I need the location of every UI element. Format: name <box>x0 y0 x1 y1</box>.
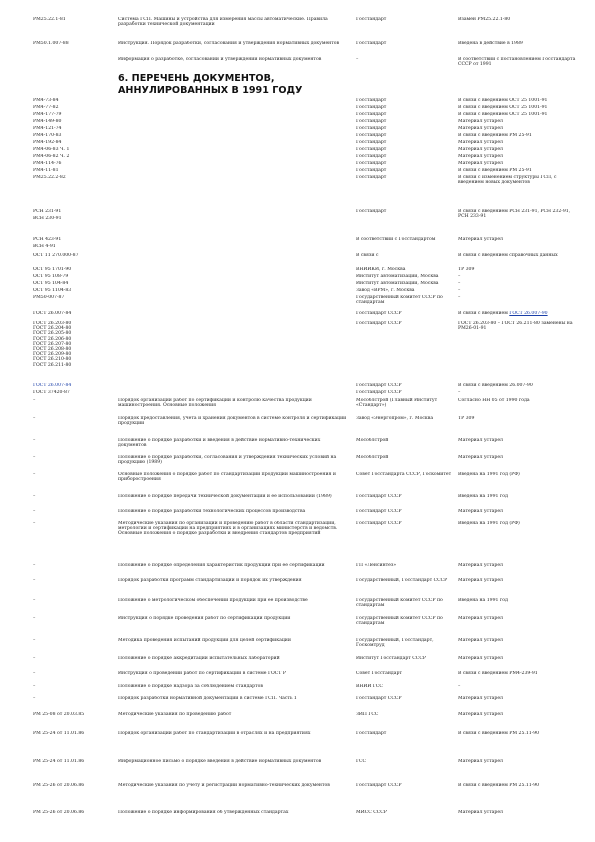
doc-number-cell: ОСТ 95 1104-83 <box>33 288 72 293</box>
reason-cell: – <box>458 295 461 300</box>
reason-cell: – <box>458 288 461 293</box>
doc-number-cell: РМ 25-24 от 11.01.86 <box>33 759 85 764</box>
doc-title-cell: Информация о разработке, согласовании и утверждении нормативных документов <box>118 57 322 62</box>
table-row <box>0 119 595 124</box>
reason-cell: ТР 309 <box>458 267 475 272</box>
doc-number-cell: – <box>33 696 36 701</box>
table-row <box>0 455 595 470</box>
doc-number-cell: РМ4-11-81 <box>33 168 59 173</box>
organization-cell: МИСС СССР <box>356 810 387 815</box>
reason-cell: В связи с введением РМ 25-91 <box>458 133 532 138</box>
doc-number-cell: РМ 25-08 от 20.03.85 <box>33 712 85 717</box>
doc-title-cell: Методические указания по организации и проведению работ в области стандартизации, метрологии и сертификации на предприятиях и в организациях министерств и ведомств. Основные положения о порядке разработки и внедрения стандартов предприятий <box>118 521 338 537</box>
table-row <box>0 295 595 305</box>
table-row <box>0 267 595 272</box>
doc-number-cell: – <box>33 656 36 661</box>
doc-title-cell <box>118 281 350 286</box>
organization-cell: Институт автоматизации, Москва <box>356 274 439 279</box>
table-row <box>0 288 595 293</box>
doc-title-cell: Порядок организации работ по стандартизации в отраслях и на предприятиях <box>118 731 311 736</box>
doc-number-cell: ОСТ 11 270.000-87 <box>33 253 79 258</box>
reason-cell: В связи с введением справочных данных <box>458 253 558 258</box>
doc-number-cell: РМ 25-24 от 11.01.86 <box>33 731 85 736</box>
doc-number-cell <box>33 321 113 383</box>
doc-title-cell <box>118 216 350 221</box>
reason-cell: Введена в действие в 1989 <box>458 41 523 46</box>
doc-number-line: ГОСТ 26.206-80 <box>33 336 72 342</box>
organization-cell: Госстандарт <box>356 147 387 152</box>
reason-cell: Материал устарел <box>458 237 503 242</box>
doc-number-cell: РМ25.22.1-81 <box>33 17 66 22</box>
doc-title-cell: Методические указания по проведению работ <box>118 712 232 717</box>
organization-cell: – <box>356 57 359 62</box>
organization-cell: Государственный, Госстандарт СССР <box>356 578 448 583</box>
doc-number-cell: РМ4-73-84 <box>33 98 59 103</box>
doc-number-cell: РМ 25-26 от 20.06.86 <box>33 810 85 815</box>
table-row <box>0 321 595 383</box>
section-heading-line1: 6. ПЕРЕЧЕНЬ ДОКУМЕНТОВ, <box>118 73 275 84</box>
organization-cell: Государственный комитет СССР по стандартам <box>356 598 443 609</box>
doc-title-cell: Основные положения о порядке работ по стандартизации продукции машиностроения и приборостроения <box>118 472 336 483</box>
table-row <box>0 383 595 388</box>
doc-number-cell: РСН 423-91 <box>33 237 62 242</box>
reason-cell: Материал устарел <box>458 578 503 583</box>
doc-title-cell: Положение о порядке передачи технической документации и её использовании (1989) <box>118 494 332 499</box>
organization-cell: ВНИИ ГСС <box>356 684 383 689</box>
organization-cell: Госстандарт СССР <box>356 494 402 499</box>
table-row <box>0 237 595 242</box>
organization-cell <box>356 244 456 249</box>
doc-title-cell: Положение о порядке определения характеристик продукции при её сертификации <box>118 563 325 568</box>
organization-cell: В соответствии с Госстандартом <box>356 237 436 242</box>
reason-cell: Введена на 1991 год (РФ) <box>458 472 520 477</box>
table-row <box>0 244 595 249</box>
organization-cell: Госстандарт СССР <box>356 390 402 395</box>
reason-cell: В связи с введением ГОСТ 26.007-90 <box>458 311 548 316</box>
reason-cell: В связи с введением РМ4-239-91 <box>458 671 538 676</box>
doc-title-cell <box>118 237 350 242</box>
reason-cell: Материал устарел <box>458 161 503 166</box>
organization-cell: Госстандарт СССР <box>356 696 402 701</box>
doc-number-cell: ГОСТ 26.007-84 <box>33 383 72 388</box>
doc-title-cell <box>118 105 350 110</box>
reason-cell: В связи с введением РМ 25.11-90 <box>458 783 540 788</box>
table-row <box>0 161 595 166</box>
table-row <box>0 140 595 145</box>
organization-cell: Мособлстрой <box>356 455 389 460</box>
table-row <box>0 494 595 509</box>
reason-cell: В связи с введением РМ 25.11-90 <box>458 731 540 736</box>
organization-cell: Госстандарт <box>356 731 387 736</box>
doc-title-cell <box>118 274 350 279</box>
organization-cell: Госстандарт <box>356 112 387 117</box>
reason-cell <box>458 216 576 221</box>
doc-title-cell: Положение о метрологическом обеспечении продукции при её производстве <box>118 598 308 603</box>
doc-title-cell <box>118 112 350 117</box>
doc-title-cell: Положение о порядке разработки и введения в действие нормативно-технических документов <box>118 438 321 449</box>
organization-cell: Госстандарт <box>356 209 387 214</box>
doc-title-cell <box>118 154 350 159</box>
doc-number-cell <box>33 57 113 67</box>
doc-number-line: ГОСТ 26.204-80 <box>33 326 72 332</box>
doc-title-cell <box>118 383 350 388</box>
doc-title-cell <box>118 267 350 272</box>
table-row <box>0 696 595 710</box>
table-row <box>0 390 595 395</box>
doc-number-cell: ОСТ 95 1701-90 <box>33 267 72 272</box>
table-row <box>0 598 595 616</box>
doc-title-cell: Порядок организации работ по сертификации и контролю качества продукции машиностроения. Основные положения <box>118 398 312 409</box>
table-row <box>0 731 595 751</box>
doc-title-cell <box>118 140 350 145</box>
organization-cell: Госстандарт <box>356 98 387 103</box>
doc-number-line: ГОСТ 26.205-80 <box>33 331 72 337</box>
organization-cell: Госстандарт СССР <box>356 311 402 316</box>
doc-number-cell: РМ4-77-82 <box>33 105 59 110</box>
reason-cell: Материал устарел <box>458 455 503 460</box>
organization-cell: Госстандарт СССР <box>356 509 402 514</box>
doc-title-cell: Положение о порядке аккредитации испытательных лабораторий <box>118 656 280 661</box>
reason-cell: Материал устарел <box>458 154 503 159</box>
reason-cell: – <box>458 281 461 286</box>
doc-title-cell: Положение о порядке разработки, согласования и утверждения технических условий на продукцию (1989) <box>118 455 337 466</box>
reason-cell: Материал устарел <box>458 616 503 621</box>
organization-cell: Совет Госстандарт <box>356 671 402 676</box>
doc-title-cell <box>118 288 350 293</box>
reason-cell: Введена на 1991 год <box>458 598 508 603</box>
reason-cell: Материал устарел <box>458 712 503 717</box>
organization-cell: ГП «Ленсинтез» <box>356 563 397 568</box>
organization-cell: Госстандарт <box>356 41 387 46</box>
doc-number-cell: ВСН 230-91 <box>33 216 62 221</box>
organization-cell: Государственный комитет СССР по стандартам <box>356 616 443 627</box>
doc-title-cell <box>118 311 350 316</box>
doc-number-cell: – <box>33 671 36 676</box>
table-row <box>0 133 595 138</box>
table-row <box>0 438 595 453</box>
reason-cell: В связи с введением 26.007-90 <box>458 383 533 388</box>
organization-cell: Государственный комитет СССР по стандартам <box>356 295 443 305</box>
table-row <box>0 126 595 131</box>
doc-number-cell: ОСТ 95 108-79 <box>33 274 69 279</box>
doc-number-cell: – <box>33 598 36 603</box>
organization-cell: Госстандарт <box>356 133 387 138</box>
table-row <box>0 671 595 681</box>
doc-number-line: ГОСТ 26.210-80 <box>33 357 72 363</box>
reason-cell: ТР 309 <box>458 416 475 421</box>
table-row <box>0 616 595 631</box>
table-row <box>0 147 595 152</box>
organization-cell: ЗИП ГСС <box>356 712 379 717</box>
reason-cell: Введена на 1991 год <box>458 494 508 499</box>
reason-cell: В связи с введением РСН 231-91, РСН 232-91, РСН 233-91 <box>458 209 571 220</box>
doc-title-cell <box>118 244 350 249</box>
reason-cell: Материал устарел <box>458 147 503 152</box>
doc-number-cell: РМ4-177-79 <box>33 112 62 117</box>
reason-cell: В соответствии с постановлением Госстандарта СССР от 1991 <box>458 57 576 67</box>
reason-cell: – <box>458 390 461 395</box>
table-row <box>0 253 595 263</box>
reason-cell: Материал устарел <box>458 638 503 643</box>
doc-number-cell: – <box>33 684 36 689</box>
doc-number-cell: – <box>33 638 36 643</box>
reason-cell: Материал устарел <box>458 119 503 124</box>
reason-cell: Материал устарел <box>458 759 503 764</box>
organization-cell: Институт автоматизации, Москва <box>356 281 439 286</box>
doc-number-line: ГОСТ 26.203-80 <box>33 321 72 326</box>
organization-cell: Госстандарт СССР <box>356 783 402 788</box>
doc-number-cell: – <box>33 616 36 621</box>
organization-cell: Госстандарт <box>356 175 387 180</box>
table-row <box>0 281 595 286</box>
doc-number-cell: – <box>33 416 36 421</box>
table-row <box>0 783 595 803</box>
reason-cell: Материал устарел <box>458 656 503 661</box>
table-row <box>0 578 595 593</box>
table-row <box>0 521 595 561</box>
doc-title-cell <box>118 321 350 383</box>
doc-number-cell: РСН 231-91 <box>33 209 62 214</box>
doc-number-line: ГОСТ 26.208-80 <box>33 347 72 353</box>
doc-title-cell: Инструкция. Порядок разработки, согласования и утверждения нормативных документов <box>118 41 340 46</box>
reason-cell: Взамен РМ25.22.1-80 <box>458 17 511 22</box>
organization-cell: Госстандарт СССР <box>356 521 402 526</box>
reason-cell: Материал устарел <box>458 563 503 568</box>
organization-cell: Мособлстрой <box>356 438 389 443</box>
reason-cell: Материал устарел <box>458 509 503 514</box>
table-row <box>0 168 595 173</box>
reason-cell: Материал устарел <box>458 438 503 443</box>
organization-cell: Госстандарт <box>356 140 387 145</box>
doc-number-cell: – <box>33 509 36 514</box>
table-row <box>0 656 595 668</box>
reason-cell: Материал устарел <box>458 126 503 131</box>
doc-number-cell: РМ4-192-84 <box>33 140 62 145</box>
doc-number-cell: РМ4-06-83 Ч. 1 <box>33 147 70 152</box>
doc-number-cell: РМ4-149-80 <box>33 119 62 124</box>
organization-cell: Госстандарт <box>356 161 387 166</box>
doc-title-cell: Информационное письмо о порядке введения в действие нормативных документов <box>118 759 322 764</box>
doc-number-line: ГОСТ 26.207-80 <box>33 341 72 347</box>
table-row <box>0 17 595 33</box>
doc-title-cell: Положение о порядке надзора за соблюдением стандартов <box>118 684 263 689</box>
doc-title-cell <box>118 253 350 263</box>
doc-title-cell <box>118 119 350 124</box>
organization-cell: ГСС <box>356 759 367 764</box>
doc-title-cell <box>118 133 350 138</box>
reason-cell: В связи с введением ОСТ 25 1001-91 <box>458 112 548 117</box>
organization-cell: Госстандарт СССР <box>356 321 402 326</box>
reason-cell: – <box>458 274 461 279</box>
reason-cell: В связи с введением ОСТ 25 1001-91 <box>458 105 548 110</box>
organization-cell: ВНИИКИ, г. Москва <box>356 267 406 272</box>
doc-number-cell: – <box>33 563 36 568</box>
doc-title-cell: Инструкция о порядке проведения работ по сертификации продукции <box>118 616 291 621</box>
organization-cell <box>356 216 456 221</box>
organization-cell: Госстандарт <box>356 17 387 22</box>
doc-number-cell: ГОСТ 26.007-84 <box>33 311 72 316</box>
table-row <box>0 684 595 694</box>
reason-cell: Материал устарел <box>458 696 503 701</box>
reason-cell: В связи с введением РМ 25-91 <box>458 168 532 173</box>
table-row <box>0 638 595 656</box>
doc-title-cell: Система ГСП. Машины и устройства для измерения массы автоматические. Правила разработки технической документации <box>118 17 328 28</box>
doc-title-cell <box>118 168 350 173</box>
organization-cell: Институт Госстандарт СССР <box>356 656 426 661</box>
doc-number-cell: ОСТ 95 104-84 <box>33 281 69 286</box>
table-row <box>0 472 595 492</box>
doc-number-cell: – <box>33 455 36 460</box>
table-row <box>0 105 595 110</box>
doc-title-cell: Порядок предоставления, учета и хранения документов в системе контроля и сертификации продукции <box>118 416 347 427</box>
doc-link[interactable]: ГОСТ 26.007-90 <box>509 311 548 316</box>
doc-number-cell: – <box>33 398 36 403</box>
table-row <box>0 112 595 117</box>
doc-number-cell: – <box>33 578 36 583</box>
doc-title-cell: Методические указания по учету и регистрации нормативно-технических документов <box>118 783 330 788</box>
doc-number-cell: РМ4-170-83 <box>33 133 62 138</box>
organization-cell: В связи с <box>356 253 379 258</box>
doc-title-cell <box>118 175 350 205</box>
reason-cell: – <box>458 684 461 689</box>
table-row <box>0 57 595 67</box>
table-row <box>0 563 595 578</box>
doc-number-cell: ГОСТ 37420-87 <box>33 390 70 395</box>
doc-number-cell: ВСН 4-91 <box>33 244 56 249</box>
reason-cell: ГОСТ 26.203-80 – ГОСТ 26.211-80 заменены на РМ26-01-91 <box>458 321 573 332</box>
organization-cell: Завод «ВРМ», г. Москва <box>356 288 415 293</box>
doc-title-cell <box>118 147 350 152</box>
doc-number-cell: РМ50-007-87 <box>33 295 65 300</box>
doc-title-cell: Порядок разработки нормативной документации в системе ГСП. Часть 1 <box>118 696 297 701</box>
doc-title-cell <box>118 390 350 395</box>
doc-number-cell: – <box>33 494 36 499</box>
doc-title-cell: Методика проведения испытаний продукции для целей сертификации <box>118 638 291 643</box>
organization-cell: Госстандарт <box>356 105 387 110</box>
doc-title-cell <box>118 161 350 166</box>
doc-number-cell: – <box>33 521 36 526</box>
table-row <box>0 810 595 820</box>
reason-cell: Согласно НН 05 от 1990 года <box>458 398 530 403</box>
table-row <box>0 416 595 436</box>
doc-number-cell: – <box>33 438 36 443</box>
doc-title-cell: Порядок разработки программ стандартизации и порядок их утверждения <box>118 578 302 583</box>
organization-cell: Госстандарт <box>356 168 387 173</box>
table-row <box>0 175 595 205</box>
organization-cell: Госстандарт <box>356 154 387 159</box>
doc-title-cell <box>118 126 350 131</box>
organization-cell: Завод «Энергопром», г. Москва <box>356 416 434 421</box>
doc-number-cell: РМ25.22.2-82 <box>33 175 66 180</box>
section-heading <box>118 73 418 96</box>
doc-title-cell: Положение о порядке разработки технологических процессов производства <box>118 509 306 514</box>
table-row <box>0 712 595 726</box>
reason-cell: Материал устарел <box>458 140 503 145</box>
reason-cell: Материал устарел <box>458 810 503 815</box>
doc-number-cell: – <box>33 472 36 477</box>
table-row <box>0 759 595 784</box>
doc-number-cell: РМ4-114-76 <box>33 161 62 166</box>
organization-cell: Совет Госстандарта СССР, Госкомитет <box>356 472 452 477</box>
organization-cell: Госстандарт <box>356 119 387 124</box>
table-row <box>0 398 595 413</box>
reason-cell: В связи с введением ОСТ 25 1001-91 <box>458 98 548 103</box>
organization-cell: Мособлстрой (Главный Институт «Стандарт») <box>356 398 438 409</box>
table-row <box>0 41 595 53</box>
doc-number-line: ГОСТ 26.211-80 <box>33 362 72 368</box>
doc-title-cell <box>118 98 350 103</box>
table-row <box>0 274 595 279</box>
organization-cell: Госстандарт СССР <box>356 383 402 388</box>
doc-number-cell: РМ50.1.007-88 <box>33 41 69 46</box>
section-heading-line2: АННУЛИРОВАННЫХ В 1991 ГОДУ <box>118 84 303 96</box>
reason-cell <box>458 244 576 249</box>
doc-title-cell <box>118 295 350 305</box>
table-row <box>0 154 595 159</box>
table-row <box>0 509 595 519</box>
organization-cell: Государственный, Госстандарт, Госкомтруд <box>356 638 434 649</box>
doc-title-cell: Положение о порядке информирования об утверждённых стандартах <box>118 810 289 815</box>
doc-title-cell: Инструкция о проведении работ по сертификации в системе ГОСТ Р <box>118 671 286 676</box>
table-row <box>0 98 595 103</box>
organization-cell: Госстандарт <box>356 126 387 131</box>
table-row <box>0 216 595 221</box>
reason-cell: Введена на 1991 год (РФ) <box>458 521 520 526</box>
doc-number-cell: РМ4-121-74 <box>33 126 62 131</box>
doc-number-line: ГОСТ 26.209-80 <box>33 352 72 358</box>
table-row <box>0 311 595 316</box>
reason-cell: В связи с изменением структуры ГСП, с введением новых документов <box>458 175 557 186</box>
doc-number-cell: РМ 25-26 от 20.06.86 <box>33 783 85 788</box>
doc-number-cell: РМ4-06-82 Ч. 2 <box>33 154 70 159</box>
